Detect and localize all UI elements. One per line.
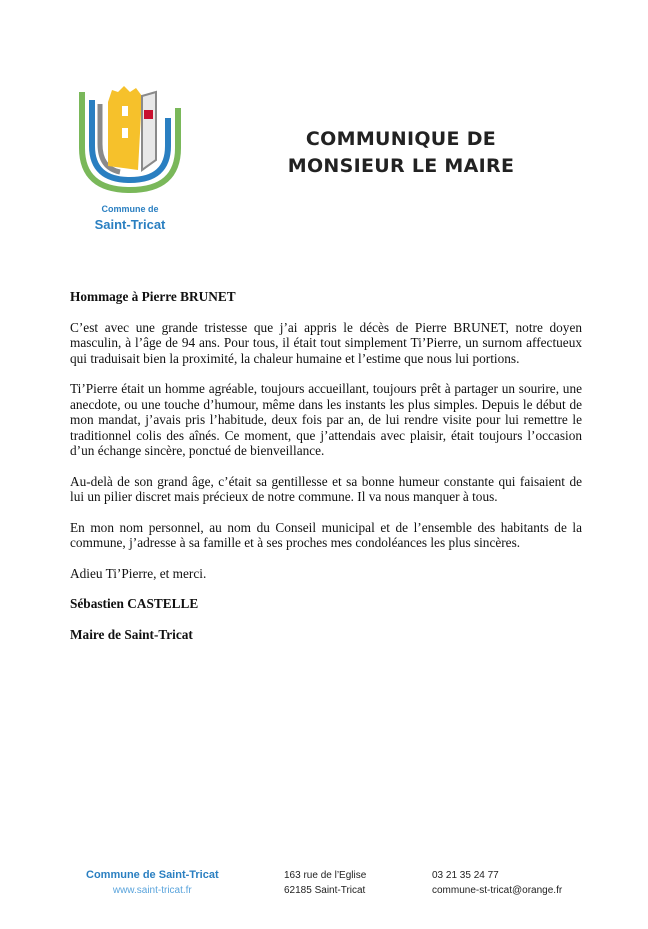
signature-name: Sébastien CASTELLE [70, 596, 199, 611]
page-title [250, 126, 552, 180]
letter-heading: Hommage à Pierre BRUNET [70, 289, 236, 304]
title-line-1: COMMUNIQUE DE [305, 128, 497, 150]
title-line-2: MONSIEUR LE MAIRE [287, 155, 515, 177]
logo-commune-label: Commune de [101, 204, 159, 214]
commune-logo [70, 78, 190, 238]
signature-title: Maire de Saint-Tricat [70, 626, 193, 642]
paragraph: En mon nom personnel, au nom du Conseil municipal et de l’ensemble des habitants de la commune, j’adresse à sa famille et à ses proches mes condoléances les plus sincères. [70, 519, 582, 550]
letter-body [70, 289, 582, 657]
logo-town-name: Saint-Tricat [94, 217, 166, 232]
paragraph: Au-delà de son grand âge, c’était sa gentillesse et sa bonne humeur constante qui faisaient de lui un pilier discret mais précieux de notre commune. Il va nous manquer à tous. [70, 473, 582, 504]
footer-address [284, 868, 366, 898]
paragraph: C’est avec une grande tristesse que j’ai appris le décès de Pierre BRUNET, notre doyen masculin, à l’âge de 94 ans. Pour tous, il était tout simplement Ti’Pierre, un surnom affectueux qui traduisait bien la proximité, la chaleur humaine et l’estime que nous lui portions. [70, 319, 582, 366]
footer-contact [432, 868, 562, 898]
footer-commune [86, 868, 219, 898]
footer-phone: 03 21 35 24 77 [432, 870, 499, 881]
paragraph: Adieu Ti’Pierre, et merci. [70, 565, 207, 581]
footer-email-link[interactable]: commune-st-tricat@orange.fr [432, 885, 563, 896]
footer-commune-name: Commune de Saint-Tricat [86, 869, 219, 881]
paragraph: Ti’Pierre était un homme agréable, toujours accueillant, toujours prêt à partager un sourire, une anecdote, ou une touche d’humour, même dans les instants les plus simples. Depuis le début de mon mandat, j’avais pris l’habitude, deux fois par an, de lui rendre visite pour lui remettre le traditionnel colis des aînés. Ce moment, que j’attendais avec plaisir, était toujours l’occasion d’un échange sincère, ponctué de bienveillance. [70, 381, 582, 458]
footer-website-link[interactable]: www.saint-tricat.fr [112, 885, 192, 896]
castle-shield-icon [76, 78, 184, 198]
footer-address-line1: 163 rue de l’Eglise [284, 870, 367, 881]
footer-address-line2: 62185 Saint-Tricat [284, 885, 366, 896]
